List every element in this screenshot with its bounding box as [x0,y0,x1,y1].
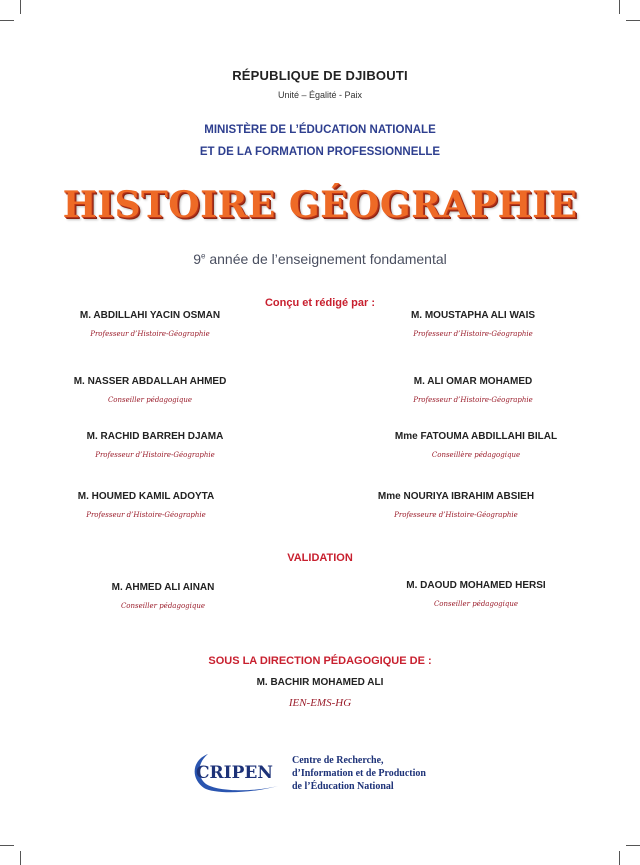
book-subtitle [0,251,640,267]
author-card [323,376,623,404]
crop-mark-bottom-right-h [626,845,640,846]
cripen-logo [188,748,284,796]
validator-card [326,580,626,608]
validation-heading: VALIDATION [287,552,353,564]
crop-mark-bottom-right [619,851,620,865]
author-role: Professeur d’Histoire-Géographie [86,511,206,519]
author-name: M. ABDILLAHI YACIN OSMAN [79,310,221,321]
cripen-name-line-2: d’Information et de Production [292,768,426,779]
author-card [0,376,300,404]
subtitle-superscript: e [201,251,206,261]
country-name: RÉPUBLIQUE DE DJIBOUTI [232,68,408,83]
validator-name: M. AHMED ALI AINAN [111,582,215,593]
subtitle-number: 9 [193,251,202,267]
author-name: Mme FATOUMA ABDILLAHI BILAL [394,431,558,442]
director-name: M. BACHIR MOHAMED ALI [256,677,384,688]
crop-mark-bottom-left [20,851,21,865]
author-role: Professeure d’Histoire-Géographie [394,511,518,519]
author-name: M. MOUSTAPHA ALI WAIS [410,310,536,321]
validator-card [13,582,313,610]
validator-role: Conseiller pédagogique [120,602,206,610]
author-name: M. ALI OMAR MOHAMED [413,376,533,387]
crop-mark-bottom-left-h [0,845,14,846]
cripen-name [292,754,426,793]
author-role: Professeur d’Histoire-Géographie [413,396,533,404]
authors-heading: Conçu et rédigé par : [264,297,376,309]
author-name: M. NASSER ABDALLAH AHMED [73,376,227,387]
direction-heading: SOUS LA DIRECTION PÉDAGOGIQUE DE : [208,655,432,667]
author-name: M. RACHID BARREH DJAMA [86,431,224,442]
subtitle-text: année de l’enseignement fondamental [205,251,447,267]
national-motto: Unité – Égalité - Paix [277,90,363,100]
director-role: IEN-EMS-HG [288,697,352,709]
author-name: Mme NOURIYA IBRAHIM ABSIEH [377,491,535,502]
author-card [326,431,626,459]
author-card [306,491,606,519]
logo-wordmark: CRIPEN [196,763,273,783]
author-card [0,310,300,338]
author-name: M. HOUMED KAMIL ADOYTA [77,491,215,502]
validator-name: M. DAOUD MOHAMED HERSI [406,580,546,591]
author-role: Professeur d’Histoire-Géographie [95,451,215,459]
author-card [5,431,305,459]
ministry-line-2: ET DE LA FORMATION PROFESSIONNELLE [199,146,441,158]
author-role: Conseillère pédagogique [431,451,521,459]
cripen-name-line-1: Centre de Recherche, [292,755,384,766]
validator-role: Conseiller pédagogique [433,600,519,608]
book-title: HISTOIRE GÉOGRAPHIE [62,184,578,226]
author-role: Conseiller pédagogique [107,396,193,404]
author-card [323,310,623,338]
ministry-line-1: MINISTÈRE DE L’ÉDUCATION NATIONALE [204,124,436,136]
author-role: Professeur d’Histoire-Géographie [90,330,210,338]
crop-mark-top-right-h [626,20,640,21]
author-role: Professeur d’Histoire-Géographie [413,330,533,338]
crop-mark-top-left [20,0,21,14]
cripen-name-line-3: de l’Éducation National [292,781,394,792]
crop-mark-top-right [619,0,620,14]
crop-mark-top-left-h [0,20,14,21]
author-card [0,491,296,519]
